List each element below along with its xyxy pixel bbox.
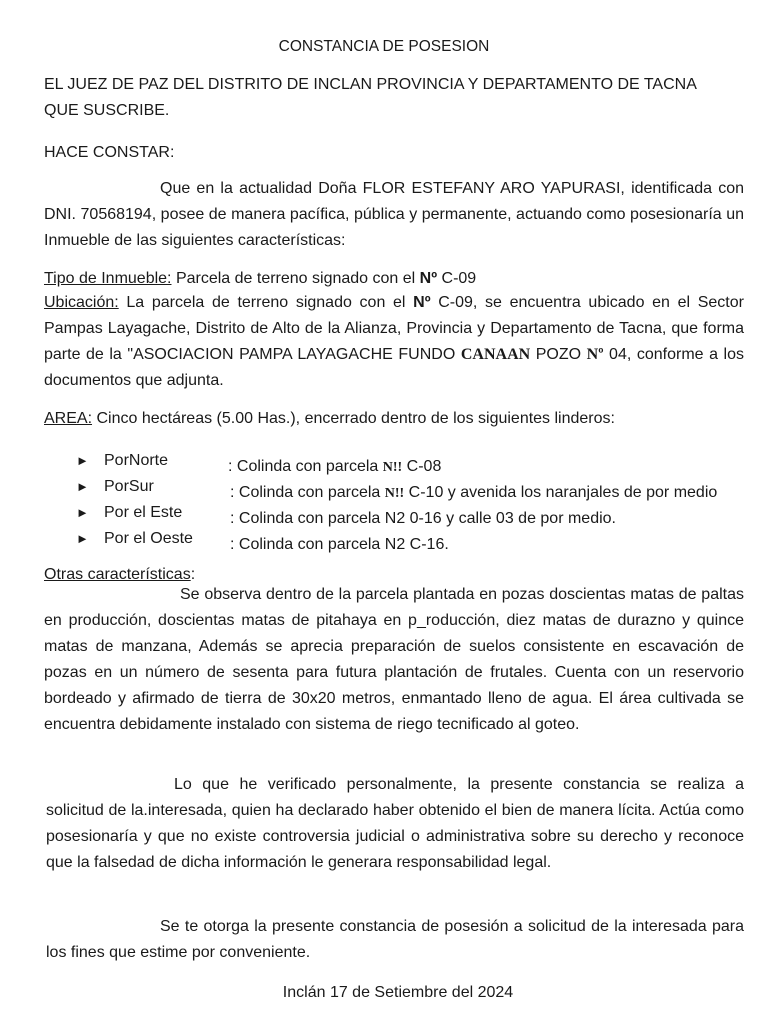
area-line — [44, 406, 744, 432]
lindero-item — [76, 448, 756, 474]
lindero-code: C-08 — [406, 458, 442, 475]
ubicacion-text-4: 04, conforme a los documentos que adjunta. — [44, 346, 745, 389]
tipo-inmueble-code: C-09 — [441, 270, 477, 287]
lindero-no: N!! — [384, 486, 405, 501]
ubicacion-text-2: C-09, se encuentra ubicado en el Sector Pampas Layagache, Distrito de Alto de la Alianza, Provincia y Departamento de Tacna, que forma parte de la "ASOCIACION PAMPA LAYAGACHE FUNDO — [44, 294, 744, 363]
lindero-desc — [230, 532, 449, 558]
lindero-item — [76, 474, 756, 500]
otras-label: Otras características — [44, 566, 191, 583]
verificado-paragraph: Lo que he verificado personalmente, la presente constancia se realiza a solicitud de la.interesada, quien ha declarado haber obtenido el bien de manera lícita. Actúa como posesionaría y que no existe controversia judicial o administrativa sobre su derecho y reconoce que la falsedad de dicha información le generara responsabilidad legal. — [46, 776, 744, 871]
ubicacion-no-1: Nº — [413, 294, 431, 311]
lindero-label: PorNorte — [104, 452, 169, 469]
tipo-inmueble-line — [44, 266, 744, 292]
lindero-desc-text: : Colinda con parcela — [228, 458, 379, 475]
area-label: AREA: — [44, 410, 93, 427]
lindero-label: PorSur — [104, 478, 154, 495]
hace-constar-heading: HACE CONSTAR: — [44, 144, 175, 161]
header-paragraph — [44, 72, 744, 124]
ubicacion-text-1: La parcela de terreno signado con el — [126, 294, 406, 311]
linderos-list — [76, 448, 756, 552]
ubicacion-text-3: POZO — [535, 346, 582, 363]
lindero-label: Por el Oeste — [104, 530, 193, 547]
lindero-item — [76, 526, 756, 552]
lindero-desc-text: : Colinda con parcela N2 C-16. — [230, 536, 449, 553]
lindero-code: C-10 y avenida los naranjales de por medio — [408, 484, 718, 501]
tipo-inmueble-text: Parcela de terreno signado con el — [175, 270, 416, 287]
lindero-no: N!! — [382, 460, 403, 475]
ubicacion-label: Ubicación: — [44, 294, 119, 311]
tipo-inmueble-label: Tipo de Inmueble: — [44, 270, 172, 287]
lindero-label: Por el Este — [104, 504, 183, 521]
otras-paragraph: Se observa dentro de la parcela plantada en pozas doscientas matas de paltas en producción, doscientas matas de pitahaya en p_roducción, diez matas de durazno y quince matas de manzana, Además se aprecia preparación de suelos consistente en escavación de pozas en un número de sesenta para futura plantación de frutales. Cuenta con un reservorio bordeado y afirmado de tierra de 30x20 metros, enmantado lleno de agua. El área cultivada se encuentra debidamente instalado con sistema de riego tecnificado al goteo. — [44, 586, 744, 733]
otorga-paragraph: Se te otorga la presente constancia de posesión a solicitud de la interesada para los fines que estime por conveniente. — [46, 918, 744, 961]
document-date: Inclán 17 de Setiembre del 2024 — [282, 984, 514, 1001]
area-text: Cinco hectáreas (5.00 Has.), encerrado dentro de los siguientes linderos: — [96, 410, 615, 427]
document-title: CONSTANCIA DE POSESION — [278, 38, 490, 55]
ubicacion-no-2: Nº — [586, 346, 604, 363]
bullet-icon: ► — [76, 453, 89, 468]
bullet-icon: ► — [76, 505, 89, 520]
lindero-item — [76, 500, 756, 526]
ubicacion-paragraph — [44, 290, 744, 394]
intro-paragraph: Que en la actualidad Doña FLOR ESTEFANY ARO YAPURASI, identificada con DNI. 70568194, posee de manera pacífica, pública y permanente, actuando como posesionaría un Inmueble de las siguientes características: — [44, 180, 744, 249]
ubicacion-canaan: CANAAN — [460, 346, 531, 363]
tipo-inmueble-no: Nº — [419, 270, 438, 287]
bullet-icon: ► — [76, 479, 89, 494]
header-line-2: QUE SUSCRIBE. — [44, 102, 170, 119]
header-line-1: EL JUEZ DE PAZ DEL DISTRITO DE INCLAN PROVINCIA Y DEPARTAMENTO DE TACNA — [44, 76, 697, 93]
otras-colon: : — [190, 566, 196, 583]
bullet-icon: ► — [76, 531, 89, 546]
lindero-desc-text: : Colinda con parcela — [230, 484, 381, 501]
lindero-desc-text: : Colinda con parcela N2 0-16 y calle 03 de por medio. — [230, 510, 616, 527]
